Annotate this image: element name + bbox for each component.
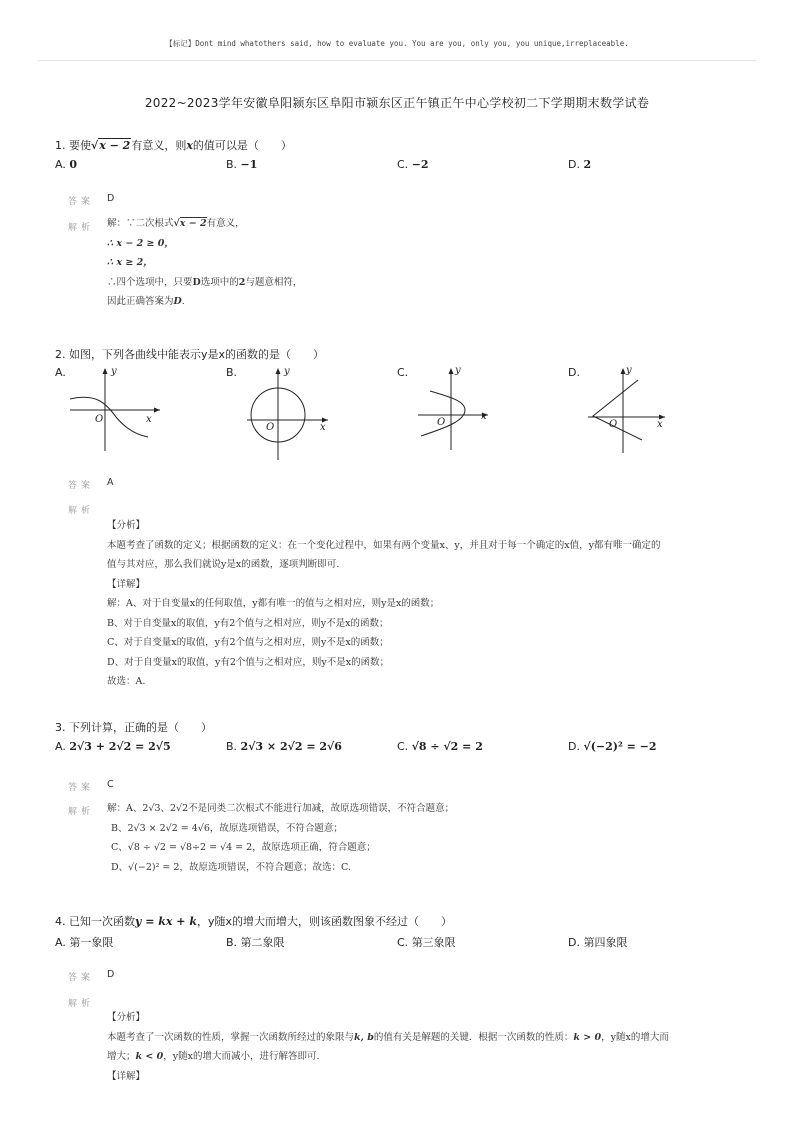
question-3-stem: 3. 下列计算，正确的是（ ） <box>55 721 212 734</box>
q4-exp-math: k, b <box>354 1031 374 1043</box>
q3-exp-line: B、2√3 × 2√2 = 4√6，故原选项错误，不符合题意； <box>111 822 343 834</box>
option-text: 2√3 + 2√2 = 2√5 <box>69 740 171 753</box>
q1-option-b[interactable] <box>226 158 257 171</box>
q1-exp-text: 选项中的 <box>200 276 239 288</box>
q1-stem-post: 的值可以是（ ） <box>192 139 292 152</box>
q3-explanation <box>107 799 454 877</box>
q3-option-c[interactable] <box>397 740 483 753</box>
q2-exp-line: 解：A、对于自变量x的任何取值，y都有唯一的值与之相对应，则y是x的函数； <box>107 598 440 609</box>
origin-label: O <box>437 417 446 428</box>
q2-graph-d[interactable] <box>585 363 685 462</box>
axis-label-y: y <box>455 365 461 376</box>
q2-graph-b[interactable] <box>244 363 344 467</box>
q3-exp-line: 解：A、2√3、2√2不是同类二次根式不能进行加减，故原选项错误，不符合题意； <box>107 803 455 814</box>
q4-exp-heading: 【详解】 <box>107 1070 146 1082</box>
v-curve <box>593 380 642 440</box>
curve <box>70 397 148 437</box>
q2-exp-line: 值与其对应，那么我们就说y是x的函数，逐项判断即可. <box>107 559 340 570</box>
q1-exp-bold: D <box>192 276 201 288</box>
q4-stem-post: ，y随x的增大而增大，则该函数图象不经过（ ） <box>196 915 452 928</box>
analysis-label: 解析 <box>68 807 95 817</box>
option-text: √8 ÷ √2 = 2 <box>411 740 483 753</box>
y-axis-arrow <box>276 368 281 374</box>
q1-exp-line-3: ∴ x ≥ 2， <box>107 257 153 268</box>
q4-exp-math: k < 0 <box>135 1051 164 1062</box>
origin-label: O <box>609 419 618 430</box>
option-text: 第一象限 <box>69 936 114 949</box>
answer-label: 答案 <box>68 783 95 793</box>
q1-stem-var: x <box>186 139 193 152</box>
question-1-stem <box>55 137 292 153</box>
q2-exp-line: C、对于自变量x的取值，y有2个值与之相对应，则y不是x的函数； <box>107 637 389 648</box>
q4-stem-pre: 4. 已知一次函数 <box>55 915 135 928</box>
analysis-label: 解析 <box>68 506 95 516</box>
q4-answer: D <box>107 969 115 980</box>
q1-option-d[interactable] <box>568 158 591 171</box>
question-4-stem <box>55 913 452 929</box>
axis-label-x: x <box>657 419 663 430</box>
axis-label-x: x <box>481 411 487 422</box>
q4-exp-text: 本题考查了一次函数的性质，掌握一次函数所经过的象限与 <box>107 1031 355 1043</box>
q4-exp-text: ，y随x的增大而 <box>601 1031 669 1043</box>
q2-exp-line: 【分析】 <box>107 520 146 531</box>
q1-exp-bold: D <box>173 296 182 307</box>
q2-explanation <box>107 516 660 692</box>
analysis-label: 解析 <box>68 999 95 1009</box>
q2-exp-line: D、对于自变量x的取值，y有2个值与之相对应，则y不是x的函数； <box>107 656 390 668</box>
q1-exp-line-1: 解：∵二次根式√x − 2有意义， <box>107 218 245 229</box>
option-key: A. <box>55 740 66 753</box>
q2-option-d-key[interactable]: D. <box>568 366 580 379</box>
q1-stem-mid: 有意义，则 <box>131 139 187 152</box>
q3-answer: C <box>107 779 114 790</box>
q1-exp-line-2: ∴ x − 2 ≥ 0， <box>107 237 174 249</box>
q4-exp-text: 增大； <box>107 1051 136 1062</box>
option-text: 0 <box>69 158 77 171</box>
x-axis-arrow <box>154 408 160 413</box>
q1-exp-line-4 <box>107 273 302 293</box>
answer-label: 答案 <box>68 197 95 207</box>
option-text: 第四象限 <box>583 936 628 949</box>
q4-option-b[interactable] <box>226 934 285 950</box>
answer-label: 答案 <box>68 481 95 491</box>
option-text: √(−2)² = −2 <box>583 740 657 753</box>
page-title: 2022~2023学年安徽阜阳颍东区阜阳市颍东区正午镇正午中心学校初二下学期期末数学试卷 <box>144 96 650 110</box>
option-text: 2√3 × 2√2 = 2√6 <box>240 740 342 753</box>
q1-exp-text: 有意义， <box>206 218 245 229</box>
q1-answer: D <box>107 193 115 204</box>
option-key: B. <box>226 158 238 171</box>
q1-exp-text: 因此正确答案为 <box>107 296 174 307</box>
q2-option-c-key[interactable]: C. <box>397 366 409 379</box>
divider <box>38 60 756 61</box>
q4-option-d[interactable] <box>568 934 627 950</box>
y-axis-arrow <box>621 368 626 374</box>
q1-explanation <box>107 214 302 312</box>
option-key: B. <box>226 740 238 753</box>
option-key: A. <box>55 158 66 171</box>
option-text: 第二象限 <box>240 936 285 949</box>
q4-explanation <box>107 1008 669 1086</box>
q2-graph-a[interactable] <box>66 363 176 457</box>
q3-option-a[interactable] <box>55 740 171 753</box>
q1-radicand: x − 2 <box>99 139 131 152</box>
q4-exp-math: k > 0 <box>573 1031 602 1043</box>
option-text: 第三象限 <box>411 936 456 949</box>
q2-exp-line: 故选：A. <box>107 676 146 687</box>
y-axis-arrow <box>449 368 454 374</box>
option-key: D. <box>568 158 580 171</box>
q3-exp-line: D、√(−2)² = 2，故原选项错误，不符合题意；故选：C. <box>111 861 351 873</box>
q4-exp-line <box>107 1028 669 1048</box>
q2-exp-line: 【详解】 <box>107 578 146 590</box>
q1-option-a[interactable] <box>55 158 77 171</box>
q1-sqrt: √x − 2 <box>91 139 131 152</box>
q2-option-b-key[interactable]: B. <box>226 366 238 379</box>
q1-exp-bold: 2 <box>238 276 246 288</box>
axis-label-y: y <box>284 366 290 377</box>
axis-label-x: x <box>320 422 326 433</box>
option-key: C. <box>397 158 409 171</box>
q3-option-b[interactable] <box>226 740 342 753</box>
q3-exp-line: C、√8 ÷ √2 = √8÷2 = √4 = 2，故原选项正确，符合题意； <box>111 842 376 853</box>
option-key: D. <box>568 936 580 949</box>
q2-exp-line: B、对于自变量x的取值，y有2个值与之相对应，则y不是x的函数； <box>107 617 389 629</box>
answer-label: 答案 <box>68 973 95 983</box>
y-axis-arrow <box>103 368 108 374</box>
q3-option-d[interactable] <box>568 740 657 753</box>
option-key: A. <box>55 936 66 949</box>
option-key: C. <box>397 936 409 949</box>
q1-exp-text: 与题意相符， <box>245 276 303 288</box>
q1-exp-text: ∴四个选项中，只要 <box>107 276 193 288</box>
q4-option-a[interactable] <box>55 934 113 950</box>
q1-exp-radicand: x − 2 <box>179 218 207 229</box>
option-key: B. <box>226 936 238 949</box>
option-text: 2 <box>583 158 592 171</box>
origin-label: O <box>266 422 275 433</box>
axis-label-x: x <box>146 414 152 425</box>
q4-option-c[interactable] <box>397 934 456 950</box>
q1-exp-line-5 <box>107 292 302 312</box>
q4-exp-line <box>107 1047 669 1067</box>
q2-answer: A <box>107 477 114 488</box>
axis-label-y: y <box>626 365 632 376</box>
q4-exp-text: 的值有关是解题的关键．根据一次函数的性质： <box>373 1031 574 1043</box>
q1-exp-text: . <box>181 296 185 307</box>
q1-option-c[interactable] <box>397 158 429 171</box>
option-key: D. <box>568 740 580 753</box>
q2-graph-c[interactable] <box>415 363 515 457</box>
q4-exp-text: ，y随x的增大而减小，进行解答即可. <box>163 1051 320 1062</box>
q4-exp-heading: 【分析】 <box>107 1012 146 1023</box>
q1-stem-pre: 1. 要使 <box>55 139 91 152</box>
top-note: 【标记】Dont mind whatothers said, how to evaluate you. You are you, only you, you unique,irreplaceable. <box>165 39 629 48</box>
analysis-label: 解析 <box>68 223 95 233</box>
q2-exp-line: 本题考查了函数的定义；根据函数的定义：在一个变化过程中，如果有两个变量x、y，并且对于每一个确定的x值，y都有唯一确定的 <box>107 539 661 551</box>
q1-exp-text: 解：∵二次根式 <box>107 218 174 229</box>
q4-formula: y = kx + k <box>135 915 197 928</box>
q2-option-a-key[interactable]: A. <box>55 366 66 379</box>
question-2-stem: 2. 如图，下列各曲线中能表示y是x的函数的是（ ） <box>55 348 325 361</box>
parabola-curve <box>421 391 465 436</box>
option-text: −2 <box>411 158 429 171</box>
axis-label-y: y <box>111 366 117 377</box>
origin-label: O <box>95 414 104 425</box>
option-key: C. <box>397 740 409 753</box>
option-text: −1 <box>240 158 258 171</box>
